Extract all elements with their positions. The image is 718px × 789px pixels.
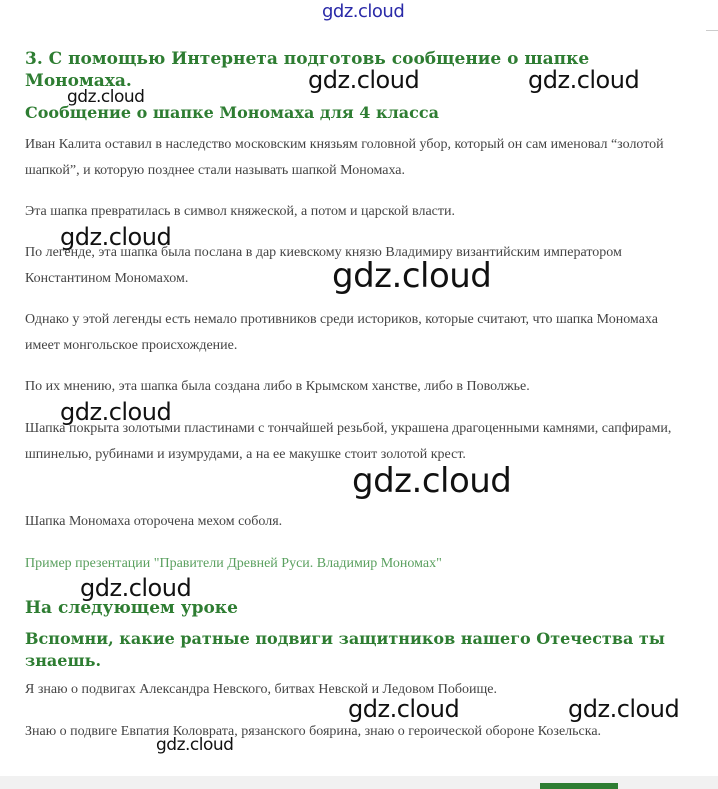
next-lesson-question: Вспомни, какие ратные подвиги защитников нашего Отечества ты знаешь.	[25, 629, 665, 670]
watermark: gdz.cloud	[67, 87, 145, 107]
watermark: gdz.cloud	[322, 1, 405, 22]
paragraph: Шапка Мономаха оторочена мехом соболя.	[25, 514, 283, 529]
watermark: gdz.cloud	[352, 461, 512, 501]
watermark: gdz.cloud	[156, 735, 234, 755]
paragraph: Иван Калита оставил в наследство московским князьям головной убор, который он сам именовал “золотой шапкой”, и которую позднее стали называть шапкой Мономаха.	[25, 137, 664, 178]
answer: Я знаю о подвигах Александра Невского, битвах Невской и Ледовом Побоище.	[25, 682, 497, 697]
subtitle: Сообщение о шапке Мономаха для 4 класса	[25, 103, 439, 122]
watermark: gdz.cloud	[60, 223, 172, 251]
paragraph: Эта шапка превратилась в символ княжеской, а потом и царской власти.	[25, 204, 455, 219]
presentation-link[interactable]: Пример презентации "Правители Древней Руси. Владимир Мономах"	[25, 556, 442, 571]
watermark: gdz.cloud	[348, 695, 460, 723]
paragraph: По их мнению, эта шапка была создана либо в Крымском ханстве, либо в Поволжье.	[25, 379, 530, 394]
watermark: gdz.cloud	[528, 66, 640, 94]
answer: Знаю о подвиге Евпатия Коловрата, рязанского боярина, знаю о героической обороне Козельска.	[25, 724, 602, 739]
watermark: gdz.cloud	[80, 574, 192, 602]
bottom-button[interactable]	[540, 783, 618, 789]
next-lesson-heading: На следующем уроке	[25, 598, 238, 618]
watermark: gdz.cloud	[568, 695, 680, 723]
paragraph: Однако у этой легенды есть немало противников среди историков, которые считают, что шапка Мономаха имеет монгольское происхождение.	[25, 312, 658, 353]
watermark: gdz.cloud	[332, 256, 492, 296]
watermark: gdz.cloud	[308, 66, 420, 94]
task-title: 3. С помощью Интернета подготовь сообщение о шапке Мономаха.	[25, 49, 590, 91]
paragraph: По легенде, эта шапка была послана в дар киевскому князю Владимиру византийским императором Константином Мономахом.	[25, 245, 622, 286]
paragraph: Шапка покрыта золотыми пластинами с тончайшей резьбой, украшена драгоценными камнями, сапфирами, шпинелью, рубинами и изумрудами, а на ее макушке стоит золотой крест.	[25, 421, 672, 462]
watermark: gdz.cloud	[60, 398, 172, 426]
scroll-edge	[706, 30, 718, 39]
